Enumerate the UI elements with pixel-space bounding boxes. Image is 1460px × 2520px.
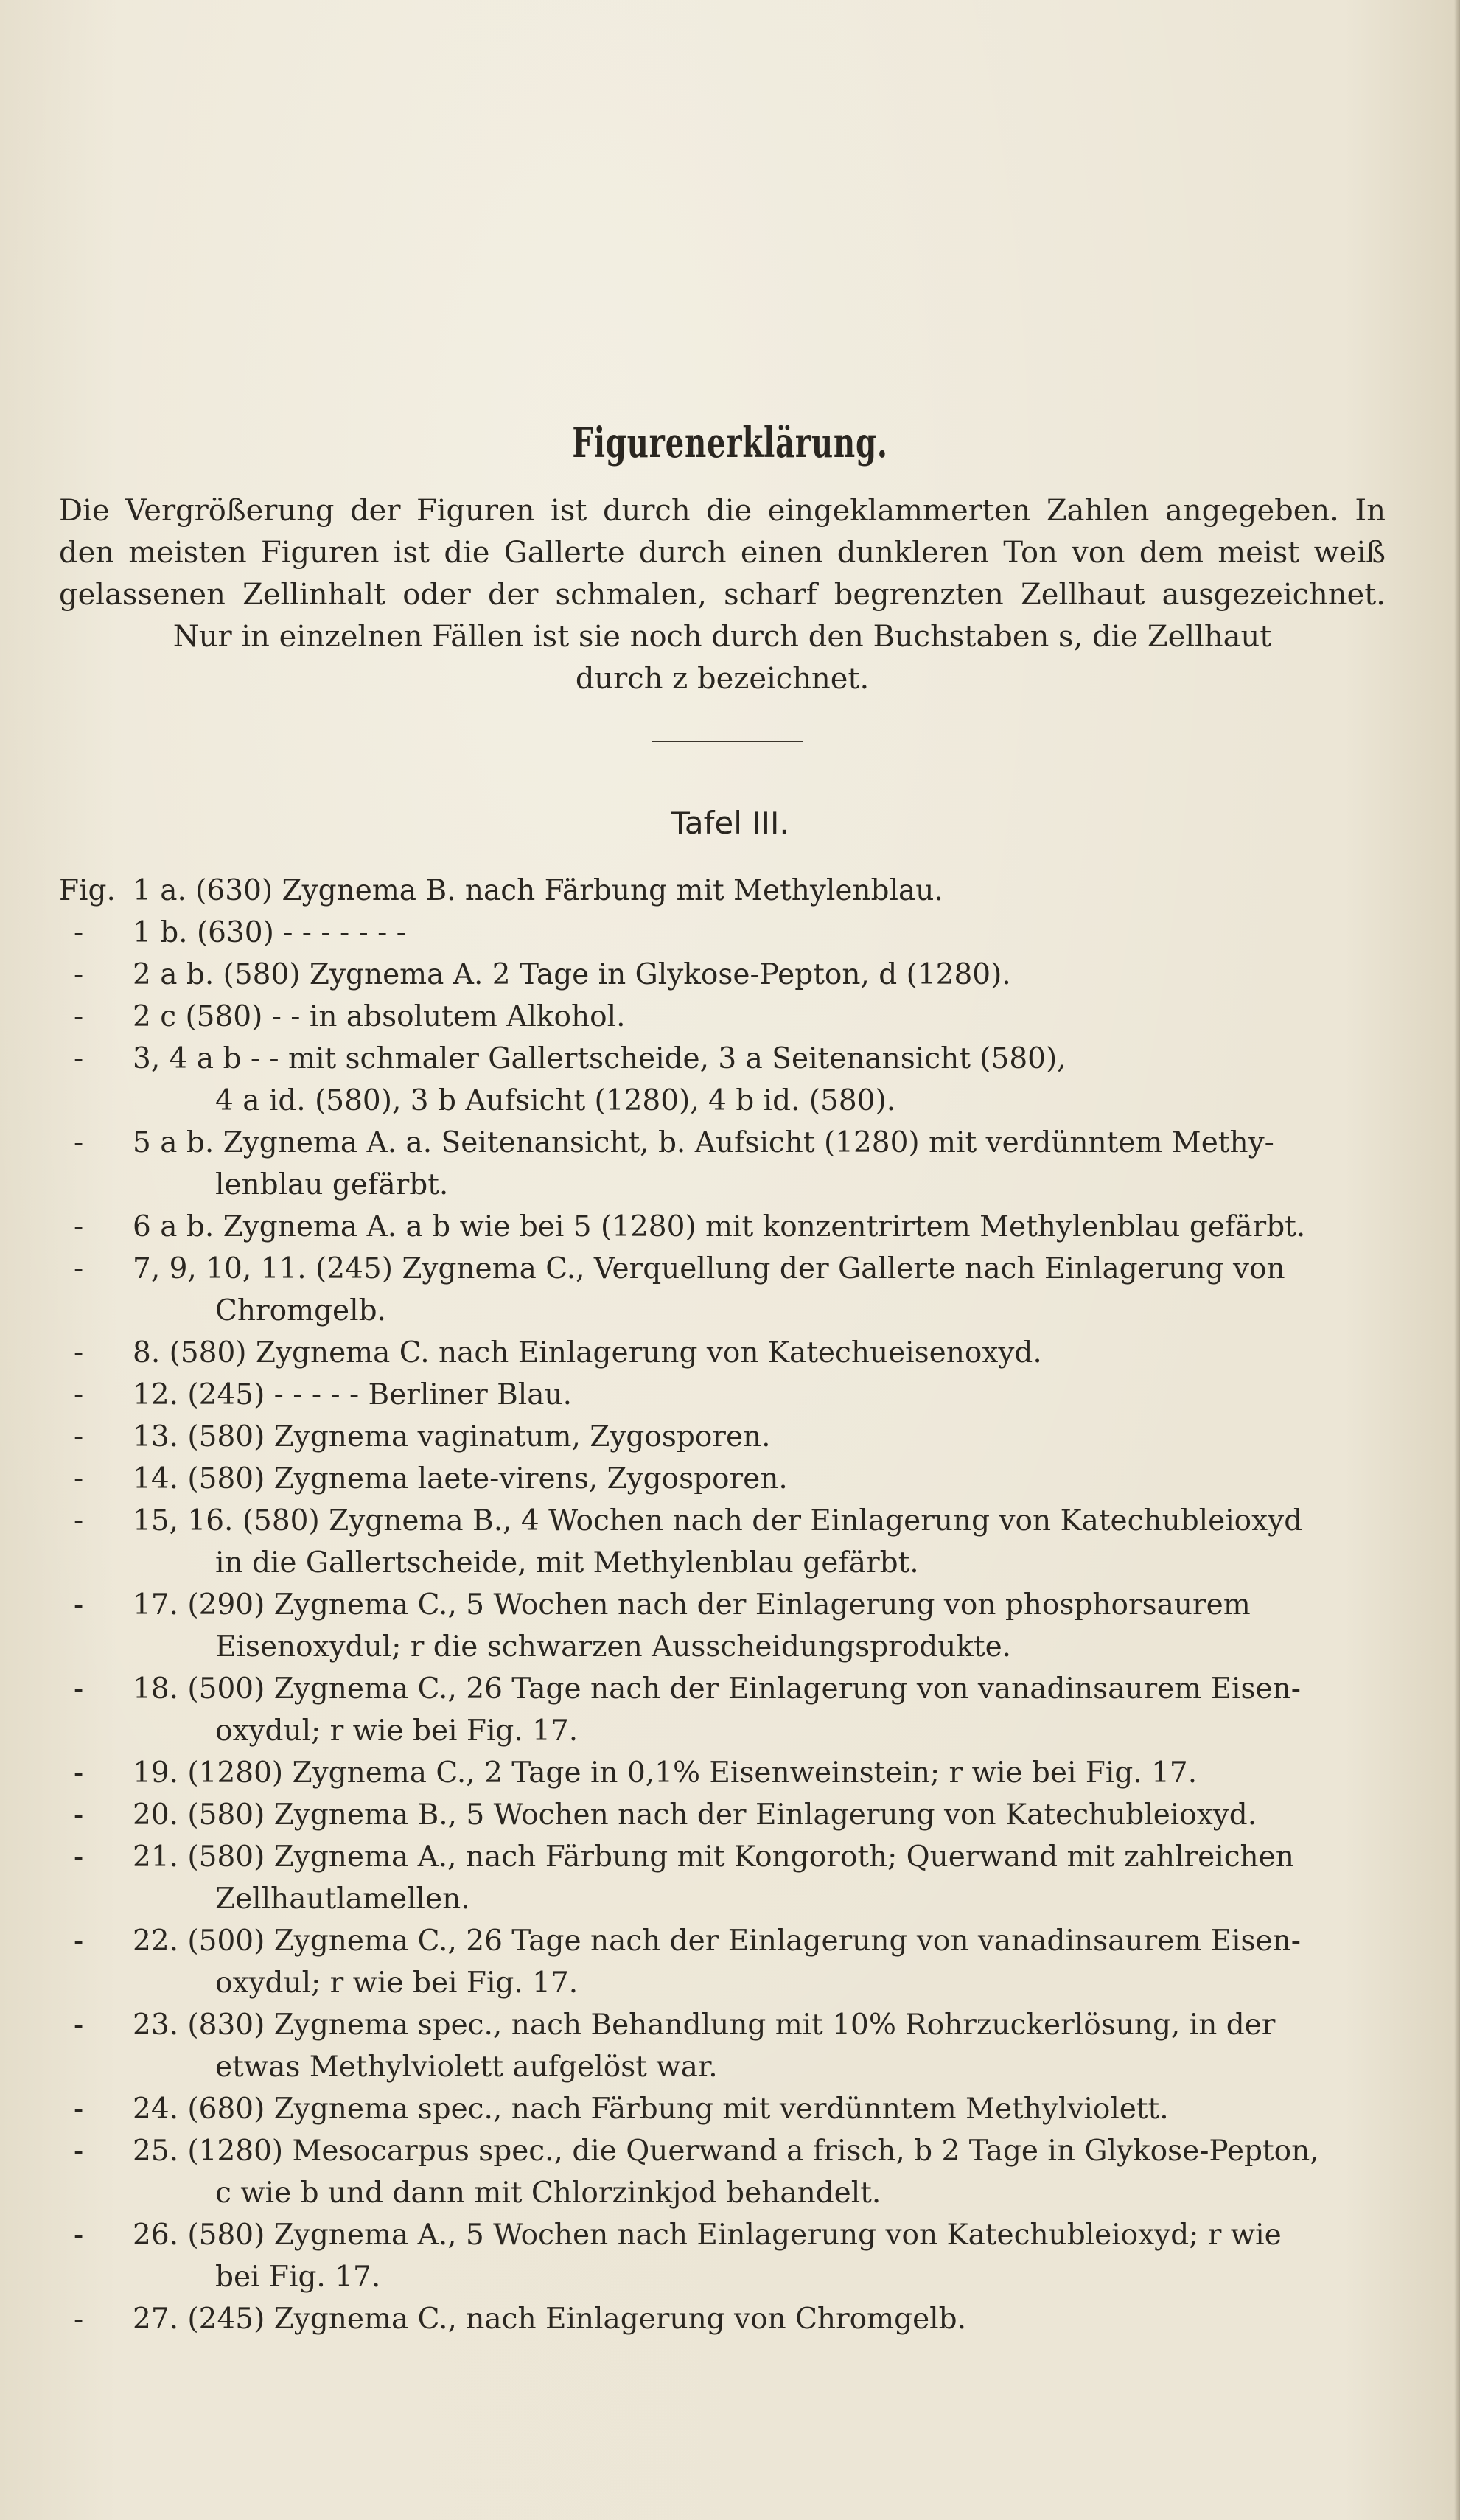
page-edge-shadow — [1454, 0, 1460, 2520]
entry-prefix: - — [74, 1588, 84, 1622]
entry-text: 19. (1280) Zygnema C., 2 Tage in 0,1% Eisenweinstein; r wie bei Fig. 17. — [133, 1756, 1198, 1790]
figure-entry — [59, 2004, 1386, 2088]
entry-continuation: bei Fig. 17. — [215, 2261, 381, 2294]
figure-entry — [59, 1836, 1386, 1920]
entry-continuation: 4 a id. (580), 3 b Aufsicht (1280), 4 b id. (580). — [215, 1084, 896, 1117]
figure-entry — [59, 1416, 1386, 1458]
entry-text: 15, 16. (580) Zygnema B., 4 Wochen nach der Einlagerung von Katechubleioxyd — [133, 1504, 1303, 1538]
plate-title: Tafel III. — [671, 805, 789, 841]
entry-prefix: Fig. — [59, 874, 116, 907]
figure-entry — [59, 1752, 1386, 1794]
figure-entry — [59, 2130, 1386, 2214]
entry-text: 1 a. (630) Zygnema B. nach Färbung mit Methylenblau. — [133, 874, 943, 907]
entry-prefix: - — [74, 1462, 84, 1495]
figure-entry — [59, 1584, 1386, 1668]
section-divider — [652, 741, 803, 742]
entry-continuation: etwas Methylviolett aufgelöst war. — [215, 2050, 718, 2084]
figure-entry — [59, 954, 1386, 996]
entry-text: 26. (580) Zygnema A., 5 Wochen nach Einlagerung von Katechubleioxyd; r wie — [133, 2219, 1282, 2252]
entry-prefix: - — [74, 1924, 84, 1958]
figure-entry — [59, 1248, 1386, 1332]
intro-line: gelassenen Zellinhalt oder der schmalen, scharf begrenzten Zellhaut ausgezeichnet. — [59, 578, 1386, 612]
entry-prefix: - — [74, 2008, 84, 2042]
figure-entry — [59, 2298, 1386, 2340]
entry-text: 13. (580) Zygnema vaginatum, Zygosporen. — [133, 1420, 771, 1453]
entry-prefix: - — [74, 1126, 84, 1159]
entry-text: 22. (500) Zygnema C., 26 Tage nach der Einlagerung von vanadinsaurem Eisen- — [133, 1924, 1301, 1958]
entry-prefix: - — [74, 1042, 84, 1075]
entry-continuation: Chromgelb. — [215, 1294, 386, 1327]
figure-entry — [59, 1668, 1386, 1752]
entry-text: 18. (500) Zygnema C., 26 Tage nach der Einlagerung von vanadinsaurem Eisen- — [133, 1672, 1301, 1706]
entry-prefix: - — [74, 1798, 84, 1832]
entry-continuation: oxydul; r wie bei Fig. 17. — [215, 1966, 579, 2000]
figure-entry — [59, 1794, 1386, 1836]
entry-text: 17. (290) Zygnema C., 5 Wochen nach der Einlagerung von phosphorsaurem — [133, 1588, 1251, 1622]
intro-line: den meisten Figuren ist die Gallerte durch einen dunkleren Ton von dem meist weiß — [59, 536, 1386, 570]
entry-prefix: - — [74, 1420, 84, 1453]
entry-prefix: - — [74, 916, 84, 949]
figure-entry — [59, 1038, 1386, 1122]
figure-entry — [59, 870, 1386, 912]
figure-entry — [59, 1458, 1386, 1500]
entry-text: 8. (580) Zygnema C. nach Einlagerung von Katechueisenoxyd. — [133, 1336, 1042, 1369]
entry-text: 21. (580) Zygnema A., nach Färbung mit Kongoroth; Querwand mit zahlreichen — [133, 1840, 1294, 1874]
figure-legend-list — [59, 870, 1386, 2340]
entry-prefix: - — [74, 1504, 84, 1538]
entry-continuation: Zellhautlamellen. — [215, 1882, 470, 1916]
intro-line: Nur in einzelnen Fällen ist sie noch durch den Buchstaben s, die Zellhaut — [172, 620, 1272, 654]
entry-text: 6 a b. Zygnema A. a b wie bei 5 (1280) mit konzentrirtem Methylenblau gefärbt. — [133, 1210, 1306, 1243]
page-heading: Figurenerklärung. — [572, 418, 888, 467]
figure-entry — [59, 996, 1386, 1038]
entry-prefix: - — [74, 1756, 84, 1790]
entry-text: 3, 4 a b - - mit schmaler Gallertscheide, 3 a Seitenansicht (580), — [133, 1042, 1066, 1075]
entry-prefix: - — [74, 1840, 84, 1874]
entry-text: 27. (245) Zygnema C., nach Einlagerung von Chromgelb. — [133, 2303, 967, 2336]
entry-prefix: - — [74, 2219, 84, 2252]
figure-entry — [59, 1374, 1386, 1416]
entry-text: 7, 9, 10, 11. (245) Zygnema C., Verquellung der Gallerte nach Einlagerung von — [133, 1252, 1285, 1285]
entry-prefix: - — [74, 1336, 84, 1369]
entry-prefix: - — [74, 1252, 84, 1285]
entry-prefix: - — [74, 2303, 84, 2336]
entry-text: 12. (245) - - - - - Berliner Blau. — [133, 1378, 573, 1411]
figure-entry — [59, 1122, 1386, 1206]
entry-prefix: - — [74, 2093, 84, 2126]
figure-entry — [59, 1206, 1386, 1248]
entry-prefix: - — [74, 1378, 84, 1411]
entry-text: 24. (680) Zygnema spec., nach Färbung mit verdünntem Methylviolett. — [133, 2093, 1169, 2126]
entry-prefix: - — [74, 2135, 84, 2168]
entry-continuation: Eisenoxydul; r die schwarzen Ausscheidungsprodukte. — [215, 1630, 1012, 1664]
entry-continuation: lenblau gefärbt. — [215, 1168, 449, 1201]
entry-continuation: in die Gallertscheide, mit Methylenblau gefärbt. — [215, 1546, 919, 1580]
intro-line: Die Vergrößerung der Figuren ist durch die eingeklammerten Zahlen angegeben. In — [59, 494, 1386, 528]
entry-continuation: c wie b und dann mit Chlorzinkjod behandelt. — [215, 2177, 881, 2210]
intro-paragraph — [59, 490, 1386, 700]
figure-entry — [59, 1920, 1386, 2004]
entry-text: 2 c (580) - - in absolutem Alkohol. — [133, 1000, 626, 1033]
figure-entry — [59, 2214, 1386, 2298]
figure-entry — [59, 912, 1386, 954]
figure-entry — [59, 1332, 1386, 1374]
figure-entry — [59, 1500, 1386, 1584]
entry-prefix: - — [74, 1210, 84, 1243]
entry-prefix: - — [74, 1672, 84, 1706]
entry-text: 20. (580) Zygnema B., 5 Wochen nach der Einlagerung von Katechubleioxyd. — [133, 1798, 1257, 1832]
entry-text: 23. (830) Zygnema spec., nach Behandlung mit 10% Rohrzuckerlösung, in der — [133, 2008, 1276, 2042]
entry-text: 2 a b. (580) Zygnema A. 2 Tage in Glykose-Pepton, d (1280). — [133, 958, 1011, 991]
entry-continuation: oxydul; r wie bei Fig. 17. — [215, 1714, 579, 1748]
entry-prefix: - — [74, 1000, 84, 1033]
figure-entry — [59, 2088, 1386, 2130]
entry-prefix: - — [74, 958, 84, 991]
entry-text: 14. (580) Zygnema laete-virens, Zygosporen. — [133, 1462, 788, 1495]
entry-text: 5 a b. Zygnema A. a. Seitenansicht, b. Aufsicht (1280) mit verdünntem Methy- — [133, 1126, 1274, 1159]
entry-text: 25. (1280) Mesocarpus spec., die Querwand a frisch, b 2 Tage in Glykose-Pepton, — [133, 2135, 1319, 2168]
entry-text: 1 b. (630) - - - - - - - — [133, 916, 406, 949]
intro-line: durch z bezeichnet. — [575, 662, 870, 696]
